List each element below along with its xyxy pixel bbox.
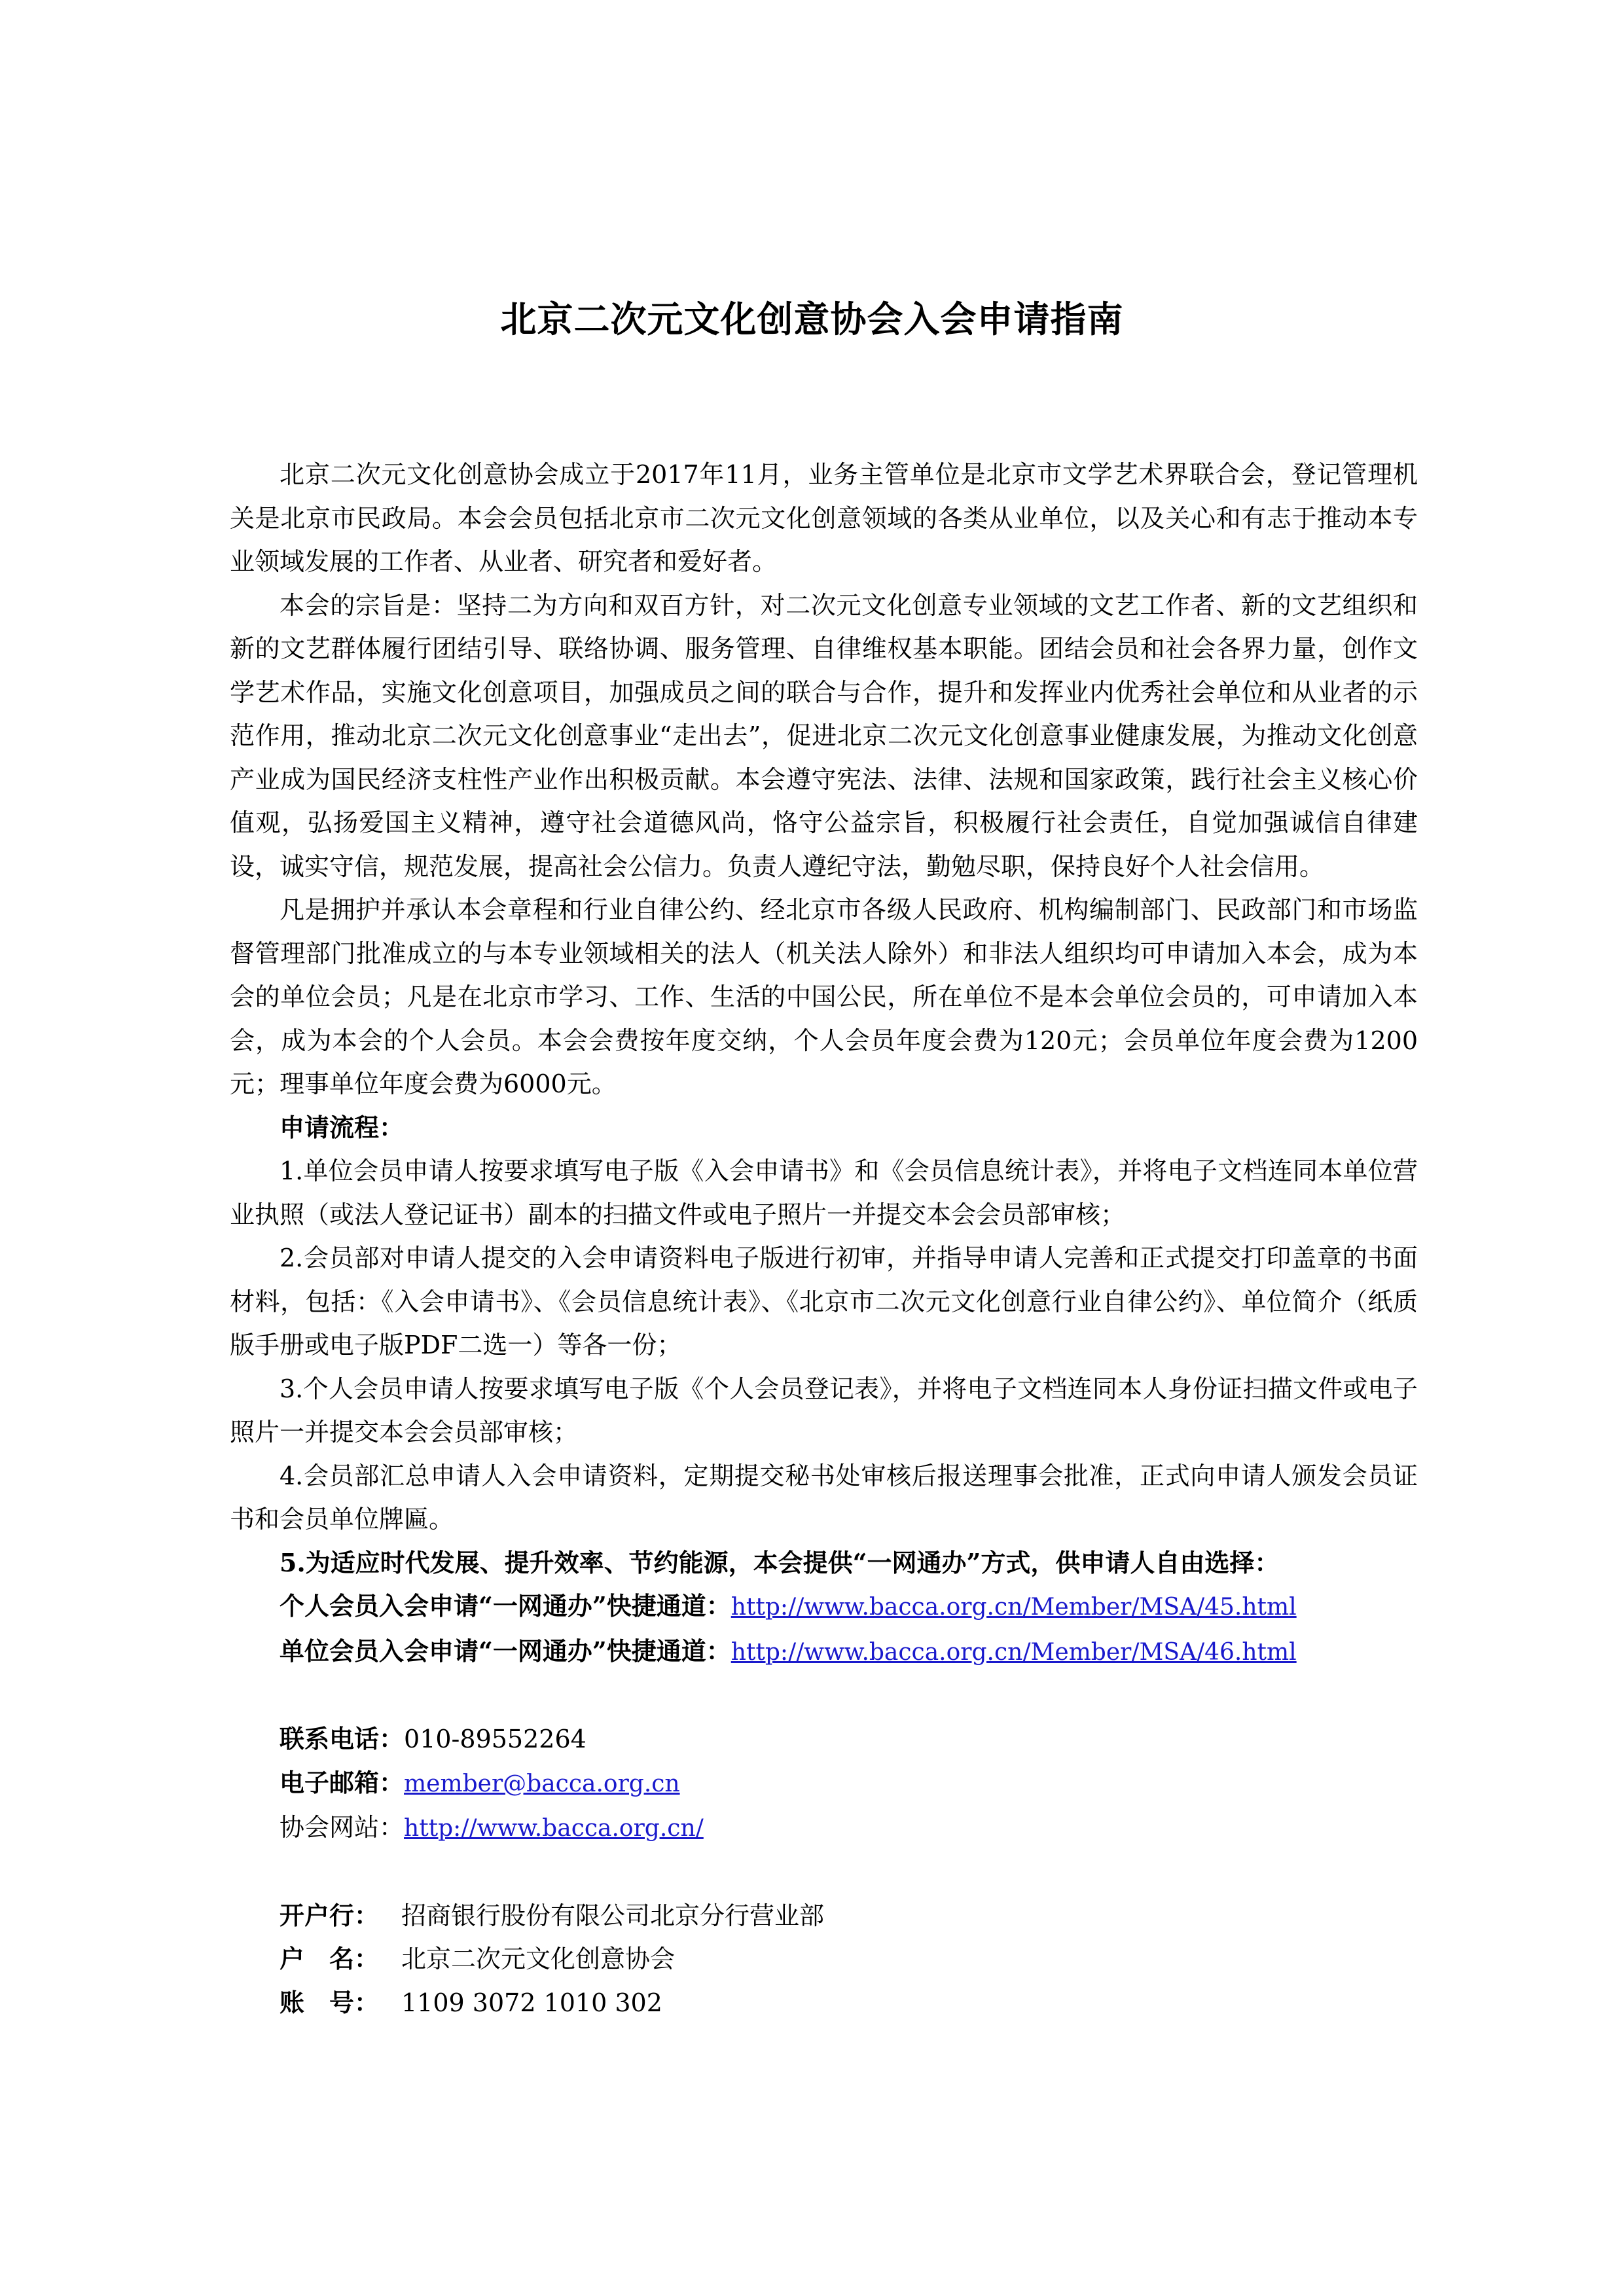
unit-online-link[interactable]: http://www.bacca.org.cn/Member/MSA/46.html [731,1638,1297,1666]
personal-online-label: 个人会员入会申请“一网通办”快捷通道： [280,1591,731,1621]
phone-value: 010-89552264 [404,1725,586,1753]
process-step-5: 5.为适应时代发展、提升效率、节约能源，本会提供“一网通办”方式，供申请人自由选择： [280,1547,1280,1577]
contact-site-line [230,1806,1418,1851]
account-label: 账 号： [280,1987,380,2017]
phone-label: 联系电话： [280,1724,405,1753]
email-link[interactable]: member@bacca.org.cn [404,1770,680,1797]
process-heading: 申请流程： [280,1112,405,1142]
process-step-3: 3.个人会员申请人按要求填写电子版《个人会员登记表》，并将电子文档连同本人身份证扫描文件或电子照片一并提交本会会员部审核； [230,1374,1418,1446]
spacer [230,1851,1418,1894]
process-step-2: 2.会员部对申请人提交的入会申请资料电子版进行初审，并指导申请人完善和正式提交打印盖章的书面材料，包括：《入会申请书》、《会员信息统计表》、《北京市二次元文化创意行业自律公约》、单位简介（纸质版手册或电子版PDF二选一）等各一份； [230,1244,1418,1359]
bank-label: 开户行： [280,1900,380,1930]
personal-online-link[interactable]: http://www.bacca.org.cn/Member/MSA/45.html [731,1594,1297,1621]
page-title: 北京二次元文化创意协会入会申请指南 [500,298,1124,340]
eligibility-paragraph: 凡是拥护并承认本会章程和行业自律公约、经北京市各级人民政府、机构编制部门、民政部门和市场监督管理部门批准成立的与本专业领域相关的法人（机关法人除外）和非法人组织均可申请加入本会，成为本会的单位会员；凡是在北京市学习、工作、生活的中国公民，所在单位不是本会单位会员的，可申请加入本会，成为本会的个人会员。本会会费按年度交纳，个人会员年度会费为120元；会员单位年度会费为1200元；理事单位年度会费为6000元。 [230,895,1418,1098]
holder-value: 北京二次元文化创意协会 [401,1945,676,1973]
site-label: 协会网站： [280,1813,405,1842]
holder-label: 户 名： [280,1944,380,1973]
email-label: 电子邮箱： [280,1767,405,1797]
intro-paragraph: 北京二次元文化创意协会成立于2017年11月，业务主管单位是北京市文学艺术界联合会，登记管理机关是北京市民政局。本会会员包括北京市二次元文化创意领域的各类从业单位，以及关心和有志于推动本专业领域发展的工作者、从业者、研究者和爱好者。 [230,460,1418,576]
document-body [230,453,1418,2024]
contact-email-line [230,1761,1418,1806]
spacer [230,1674,1418,1717]
account-value: 1109 3072 1010 302 [401,1988,662,2017]
account-holder-line [230,1937,1418,1981]
unit-online-label: 单位会员入会申请“一网通办”快捷通道： [280,1636,731,1666]
process-step-1: 1.单位会员申请人按要求填写电子版《入会申请书》和《会员信息统计表》，并将电子文档连同本单位营业执照（或法人登记证书）副本的扫描文件或电子照片一并提交本会会员部审核； [230,1157,1418,1229]
contact-phone-line [230,1717,1418,1761]
account-number-line [230,1981,1418,2025]
bank-value: 招商银行股份有限公司北京分行营业部 [401,1901,825,1930]
purpose-paragraph: 本会的宗旨是：坚持二为方向和双百方针，对二次元文化创意专业领域的文艺工作者、新的文艺组织和新的文艺群体履行团结引导、联络协调、服务管理、自律维权基本职能。团结会员和社会各界力量，创作文学艺术作品，实施文化创意项目，加强成员之间的联合与合作，提升和发挥业内优秀社会单位和从业者的示范作用，推动北京二次元文化创意事业“走出去”，促进北京二次元文化创意事业健康发展，为推动文化创意产业成为国民经济支柱性产业作出积极贡献。本会遵守宪法、法律、法规和国家政策，践行社会主义核心价值观，弘扬爱国主义精神，遵守社会道德风尚，恪守公益宗旨，积极履行社会责任，自觉加强诚信自律建设，诚实守信，规范发展，提高社会公信力。负责人遵纪守法，勤勉尽职，保持良好个人社会信用。 [230,590,1418,881]
process-step-4: 4.会员部汇总申请人入会申请资料，定期提交秘书处审核后报送理事会批准，正式向申请人颁发会员证书和会员单位牌匾。 [230,1461,1418,1534]
unit-online-line [230,1630,1418,1675]
site-link[interactable]: http://www.bacca.org.cn/ [404,1815,704,1842]
personal-online-line [230,1585,1418,1630]
bank-name-line [230,1894,1418,1938]
